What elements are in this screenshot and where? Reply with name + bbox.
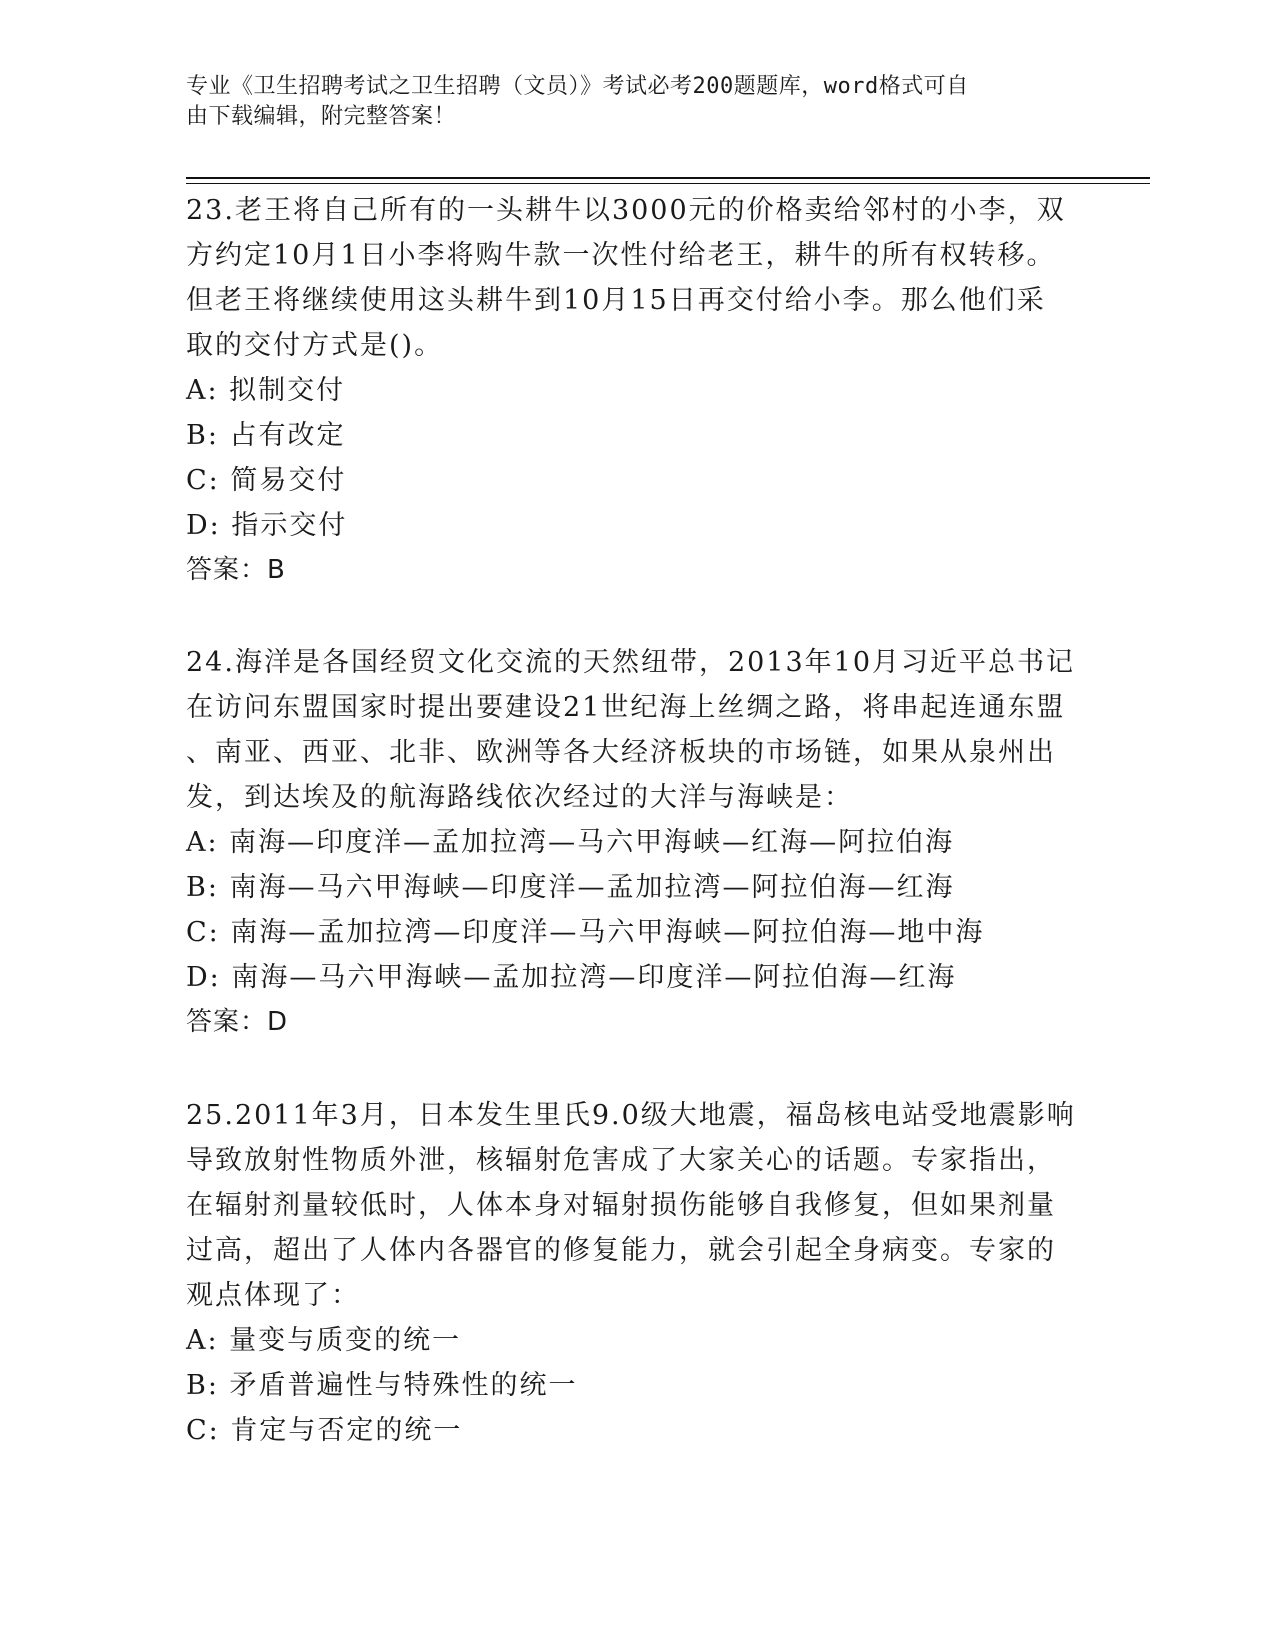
option-a: A: 拟制交付 <box>186 375 346 406</box>
option-c: C: 简易交付 <box>186 465 347 496</box>
question-stem-line: 方约定10月1日小李将购牛款一次性付给老王，耕牛的所有权转移。 <box>186 240 1056 271</box>
question-23 <box>186 188 1086 593</box>
header-divider-thick <box>186 177 1150 179</box>
option-d: D: 南海—马六甲海峡—孟加拉湾—印度洋—阿拉伯海—红海 <box>186 962 957 993</box>
option-b: B: 矛盾普遍性与特殊性的统一 <box>186 1370 578 1401</box>
question-stem-line: 过高，超出了人体内各器官的修复能力，就会引起全身病变。专家的 <box>186 1235 1056 1266</box>
question-stem-line: 在访问东盟国家时提出要建设21世纪海上丝绸之路，将串起连通东盟 <box>186 692 1066 723</box>
option-c: C: 南海—孟加拉湾—印度洋—马六甲海峡—阿拉伯海—地中海 <box>186 917 985 948</box>
question-stem-line: 在辐射剂量较低时，人体本身对辐射损伤能够自我修复，但如果剂量 <box>186 1190 1056 1221</box>
option-b: B: 占有改定 <box>186 420 346 451</box>
option-a: A: 南海—印度洋—孟加拉湾—马六甲海峡—红海—阿拉伯海 <box>186 827 955 858</box>
question-stem-line: 25.2011年3月，日本发生里氏9.0级大地震，福岛核电站受地震影响 <box>186 1100 1076 1131</box>
question-stem-line: 但老王将继续使用这头耕牛到10月15日再交付给小李。那么他们采 <box>186 285 1046 316</box>
option-b: B: 南海—马六甲海峡—印度洋—孟加拉湾—阿拉伯海—红海 <box>186 872 955 903</box>
question-stem-line: 、南亚、西亚、北非、欧洲等各大经济板块的市场链，如果从泉州出 <box>186 737 1056 768</box>
document-header <box>186 72 1086 132</box>
answer-label: 答案：D <box>186 1007 289 1037</box>
question-24 <box>186 640 1086 1045</box>
question-25 <box>186 1093 1086 1453</box>
header-line-1: 专业《卫生招聘考试之卫生招聘（文员）》考试必考200题题库，word格式可自 <box>186 74 969 99</box>
question-stem-line: 24.海洋是各国经贸文化交流的天然纽带，2013年10月习近平总书记 <box>186 647 1076 678</box>
question-stem-line: 观点体现了： <box>186 1280 360 1311</box>
option-d: D: 指示交付 <box>186 510 348 541</box>
question-stem-line: 发，到达埃及的航海路线依次经过的大洋与海峡是： <box>186 782 853 813</box>
question-stem-line: 导致放射性物质外泄，核辐射危害成了大家关心的话题。专家指出， <box>186 1145 1056 1176</box>
header-divider-thin <box>186 183 1150 184</box>
option-c: C: 肯定与否定的统一 <box>186 1415 463 1446</box>
question-stem-line: 取的交付方式是()。 <box>186 330 444 361</box>
answer-label: 答案：B <box>186 555 286 585</box>
header-line-2: 由下载编辑，附完整答案！ <box>186 104 457 129</box>
option-a: A: 量变与质变的统一 <box>186 1325 462 1356</box>
question-stem-line: 23.老王将自己所有的一头耕牛以3000元的价格卖给邻村的小李，双 <box>186 195 1066 226</box>
